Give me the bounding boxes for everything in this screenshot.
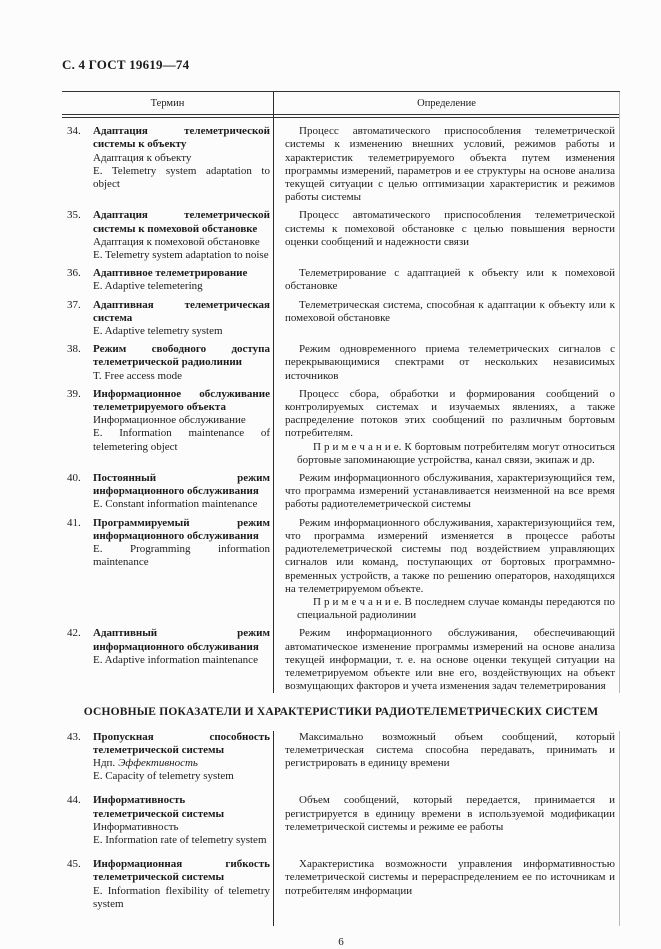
- definition-note: П р и м е ч а н и е. К бортовым потребителям могут относиться бортовые запоминающие устройства, канал связи, экипаж и др.: [297, 440, 615, 466]
- term: [65, 731, 270, 757]
- term: [65, 125, 270, 151]
- term: [65, 472, 270, 498]
- term-number: 42.: [67, 627, 81, 640]
- term-english: E. Adaptive telemetry system: [93, 325, 223, 338]
- definition-text: Объем сообщений, который передается, принимается и регистрируется в единицу времени в используемой модификации телеметрической системы и режиме ее работы: [285, 794, 615, 833]
- table-right-border: [619, 731, 620, 926]
- term-english: E. Capacity of telemetry system: [93, 770, 234, 783]
- definition-note: П р и м е ч а н и е. В последнем случае команды передаются по специальной радиолинии: [297, 595, 615, 622]
- table-right-border: [619, 92, 620, 693]
- term-alias: Информационное обслуживание: [93, 414, 246, 427]
- term-title: Постоянный режим информационного обслуживания: [93, 472, 270, 498]
- term-cell: [62, 627, 273, 693]
- table-row-35: [62, 209, 620, 262]
- definition-cell: [273, 209, 620, 262]
- definition-cell: [273, 627, 620, 693]
- term-ndp: [65, 757, 270, 770]
- term-cell: [62, 731, 273, 784]
- term-number: 34.: [67, 125, 81, 138]
- term-english: E. Adaptive telemetering: [93, 280, 203, 293]
- term-number: 40.: [67, 472, 81, 485]
- term: [65, 517, 270, 543]
- term-number: 35.: [67, 209, 81, 222]
- table-row-38: [62, 343, 620, 383]
- definition-cell: [273, 343, 620, 383]
- term-number: 44.: [67, 794, 81, 807]
- term-english: E. Programming information maintenance: [93, 543, 270, 569]
- table-row-45: [62, 858, 620, 911]
- definition-cell: [273, 517, 620, 623]
- term-number: 45.: [67, 858, 81, 871]
- term-title: Режим свободного доступа телеметрической радиолинии: [93, 343, 270, 369]
- term-cell: [62, 517, 273, 623]
- term-title: Информационное обслуживание телеметрируемого объекта: [93, 387, 270, 414]
- term-cell: [62, 388, 273, 467]
- term-title: Пропускная способность телеметрической системы: [93, 730, 270, 756]
- table-row-36: [62, 267, 620, 293]
- table-row-39: [62, 388, 620, 467]
- term-alias: Адаптация к объекту: [93, 151, 192, 164]
- definition-text: Максимально возможный объем сообщений, который телеметрическая система способна передавать, принимать и регистрировать в единицу времени: [285, 730, 615, 769]
- term-number: 39.: [67, 387, 81, 400]
- term-english: E. Constant information maintenance: [93, 498, 258, 511]
- table-row-42: [62, 627, 620, 693]
- term-alias: Адаптация к помеховой обстановке: [93, 235, 260, 248]
- table-row-34: [62, 125, 620, 204]
- definition-cell: [273, 388, 620, 467]
- definition-text: Режим информационного обслуживания, характеризующийся тем, что программа измерений изменяется в процессе работы радиотелеметрической системы под воздействием управляющих сигналов или команд, поступающих от бортовых программно-временных устройств, а также по решению операторов, находящихся на телеметрируемом объекте.: [285, 516, 615, 595]
- terms-table-lower: [62, 731, 620, 926]
- term-number: 36.: [67, 267, 81, 280]
- term-number: 41.: [67, 516, 81, 529]
- term: [65, 267, 270, 280]
- term-cell: [62, 858, 273, 911]
- term: [65, 794, 270, 820]
- definition-text: Режим одновременного приема телеметрических сигналов с перекрывающимися спектрами от нескольких независимых источников: [285, 343, 615, 382]
- term-title: Адаптивный режим информационного обслуживания: [93, 627, 270, 653]
- term-title: Адаптация телеметрической системы к объекту: [93, 125, 270, 151]
- table-row-37: [62, 299, 620, 339]
- term-cell: [62, 125, 273, 204]
- term-cell: [62, 209, 273, 262]
- definition-cell: [273, 731, 620, 784]
- definition-cell: [273, 794, 620, 847]
- terms-table-upper: [62, 91, 620, 693]
- term-english: E. Telemetry system adaptation to noise: [93, 249, 269, 262]
- column-header-definition: Определение: [417, 97, 476, 109]
- definition-cell: [273, 267, 620, 293]
- definition-text: Процесс автоматического приспособления телеметрической системы к изменению внешних условий, режимов работы и характеристик телеметрируемого объекта путем изменения программы измерений, параметров и ее структуры на основе анализа текущей ситуации с целью оптимизации характеристик и режимов работы системы: [285, 125, 615, 204]
- column-divider: [273, 731, 274, 926]
- term-number: 37.: [67, 298, 81, 311]
- term-english: E. Information rate of telemetry system: [93, 833, 267, 846]
- term-title: Программируемый режим информационного обслуживания: [93, 516, 270, 542]
- column-header-term: Термин: [150, 97, 185, 109]
- term-cell: [62, 267, 273, 293]
- page-header: С. 4 ГОСТ 19619—74: [62, 57, 190, 72]
- ndp-term: Эффективность: [118, 756, 198, 769]
- ndp-label: Ндп.: [93, 756, 116, 769]
- table-row-44: [62, 794, 620, 847]
- definition-text: Характеристика возможности управления информативностью телеметрической системы и перераспределением ее по источникам и потребителям информации: [285, 858, 615, 897]
- definition-text: Процесс сбора, обработки и формирования сообщений о контролируемых системах и изучаемых явлениях, а также распределение потоков этих сообщений по различным бортовым потребителям.: [285, 387, 615, 440]
- term-cell: [62, 299, 273, 339]
- definition-cell: [273, 472, 620, 512]
- term-title: Информативность телеметрической системы: [93, 794, 225, 820]
- page-number: 6: [338, 935, 344, 948]
- table-header-row: [62, 92, 620, 118]
- term-english: E. Information maintenance of telemetering object: [93, 427, 270, 453]
- definition-text: Телеметрирование с адаптацией к объекту или к помеховой обстановке: [285, 267, 615, 293]
- section-title: ОСНОВНЫЕ ПОКАЗАТЕЛИ И ХАРАКТЕРИСТИКИ РАДИОТЕЛЕМЕТРИЧЕСКИХ СИСТЕМ: [83, 706, 599, 719]
- term: [65, 388, 270, 414]
- term-english: E. Adaptive information maintenance: [93, 653, 258, 666]
- term: [65, 627, 270, 653]
- term-alias: Информативность: [93, 820, 179, 833]
- term-english: E. Information flexibility of telemetry system: [93, 884, 270, 910]
- document-page: [62, 0, 620, 949]
- definition-cell: [273, 299, 620, 339]
- term-cell: [62, 794, 273, 847]
- term-english: E. Telemetry system adaptation to object: [93, 164, 270, 191]
- term-number: 38.: [67, 343, 81, 356]
- table-row-41: [62, 517, 620, 623]
- term: [65, 209, 270, 235]
- definition-cell: [273, 858, 620, 911]
- term-title: Адаптивное телеметрирование: [93, 267, 248, 280]
- column-divider: [273, 92, 274, 693]
- term-title: Адаптация телеметрической системы к помеховой обстановке: [93, 209, 270, 235]
- term-english: T. Free access mode: [93, 369, 182, 382]
- definition-text: Процесс автоматического приспособления телеметрической системы к помеховой обстановке с целью повышения верности оценки сообщений и надежности связи: [285, 209, 615, 248]
- table-row-43: [62, 731, 620, 784]
- definition-text: Телеметрическая система, способная к адаптации к объекту или к помеховой обстановке: [285, 298, 615, 324]
- term: [65, 299, 270, 325]
- table-row-40: [62, 472, 620, 512]
- term: [65, 858, 270, 884]
- term-number: 43.: [67, 730, 81, 743]
- definition-cell: [273, 125, 620, 204]
- term-title: Адаптивная телеметрическая система: [93, 298, 270, 324]
- definition-text: Режим информационного обслуживания, характеризующийся тем, что программа измерений устанавливается неизменной на все время работы радиотелеметрической системы: [285, 472, 615, 511]
- term-cell: [62, 472, 273, 512]
- term: [65, 343, 270, 369]
- term-title: Информационная гибкость телеметрической системы: [93, 858, 270, 884]
- definition-text: Режим информационного обслуживания, обеспечивающий автоматическое изменение программы измерений на основе анализа текущей информации, т. е. на основе оценки текущей ситуации на телеметрируемом объекте или вне его, воздействующих на объект возмущающих факторов и учета изменения задач телеметрирования: [285, 627, 615, 693]
- term-cell: [62, 343, 273, 383]
